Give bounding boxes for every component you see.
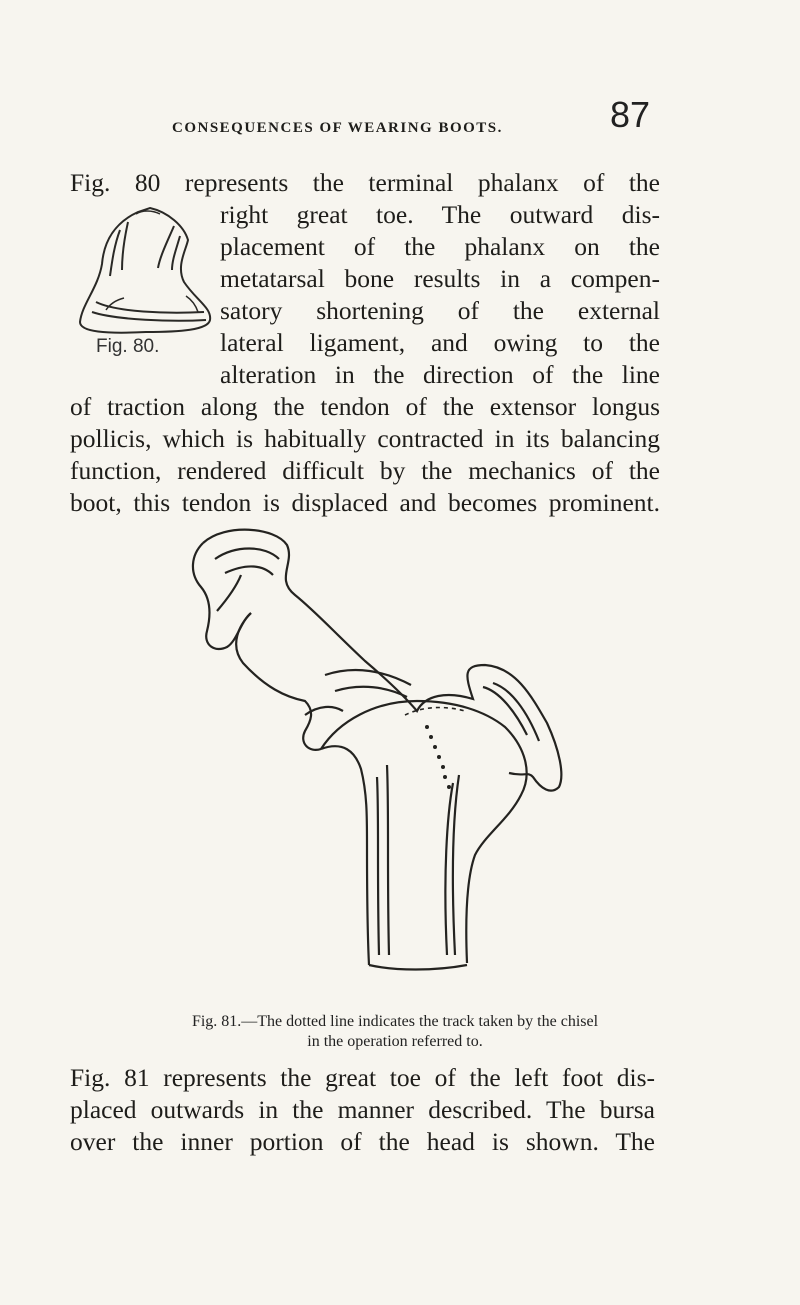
- text-line: satory shortening of the external: [220, 296, 660, 325]
- text-line: Fig. 80 represents the terminal phalanx of the: [70, 168, 660, 197]
- text-line: placed outwards in the manner described. The bursa: [70, 1095, 655, 1124]
- text-line: of traction along the tendon of the extensor longus: [70, 392, 660, 421]
- text-line: right great toe. The outward dis-: [220, 200, 660, 229]
- figure-81-illustration: [155, 515, 625, 990]
- text-line: alteration in the direction of the line: [220, 360, 660, 389]
- text-line: lateral ligament, and owing to the: [220, 328, 660, 357]
- figure-81-caption: [115, 1012, 675, 1052]
- paragraph-1: [70, 167, 660, 519]
- caption-line: in the operation referred to.: [307, 1033, 483, 1050]
- text-line: metatarsal bone results in a compen-: [220, 264, 660, 293]
- text-line: Fig. 81 represents the great toe of the left foot dis-: [70, 1063, 655, 1092]
- running-head: CONSEQUENCES OF WEARING BOOTS.: [172, 120, 503, 136]
- page-header: [172, 92, 650, 142]
- caption-line: Fig. 81.—The dotted line indicates the track taken by the chisel: [191, 1013, 599, 1030]
- text-line: over the inner portion of the head is shown. The: [70, 1127, 655, 1156]
- text-line: pollicis, which is habitually contracted in its balancing: [70, 424, 660, 453]
- page-number: 87: [609, 94, 650, 135]
- paragraph-2: [70, 1062, 655, 1158]
- text-line: boot, this tendon is displaced and becomes prominent.: [70, 488, 660, 517]
- text-line: function, rendered difficult by the mechanics of the: [70, 456, 660, 485]
- figure-80-caption: Fig. 80.: [96, 336, 160, 357]
- text-line: placement of the phalanx on the: [220, 232, 660, 261]
